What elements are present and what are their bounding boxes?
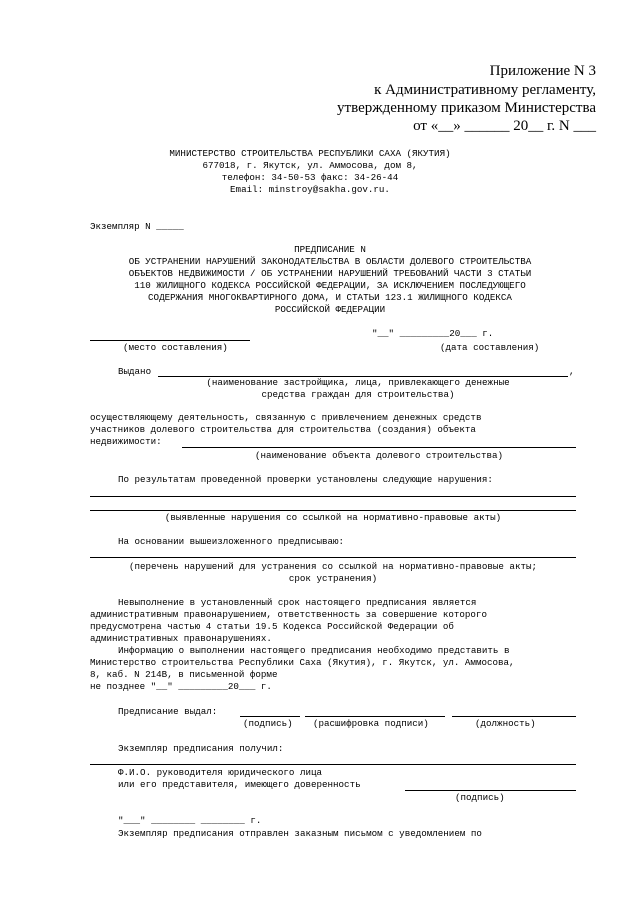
receiver-sign-caption: (подпись) [455, 792, 505, 803]
issuer-position-line [452, 716, 576, 717]
activity-line-3: недвижимости: [90, 436, 162, 447]
order-caption-1: (перечень нарушений для устранения со ссылкой на нормативно-правовые акты; [129, 561, 537, 572]
ministry-phones: телефон: 34-50-53 факс: 34-26-44 [221, 172, 399, 183]
issuer-position-caption: (должность) [475, 718, 536, 729]
ministry-address: 677018, г. Якутск, ул. Аммосова, дом 8, [202, 160, 418, 171]
issuer-sign-caption: (подпись) [243, 718, 293, 729]
title-line-5: СОДЕРЖАНИЯ МНОГОКВАРТИРНОГО ДОМА, И СТАТЬИ 123.1 ЖИЛИЩНОГО КОДЕКСА [148, 292, 512, 303]
violations-caption: (выявленные нарушения со ссылкой на нормативно-правовые акты) [164, 512, 502, 523]
liability-line-1: Невыполнение в установленный срок настоящего предписания является [118, 597, 477, 608]
title-line-3: ОБЪЕКТОВ НЕДВИЖИМОСТИ / ОБ УСТРАНЕНИИ НАРУШЕНИЙ ТРЕБОВАНИЙ ЧАСТИ 3 СТАТЬИ [128, 268, 532, 279]
liability-line-3: предусмотрена частью 4 статьи 19.5 Кодекса Российской Федерации об [90, 621, 454, 632]
order-field-line [90, 557, 576, 558]
appendix-line-3: утвержденному приказом Министерства [337, 100, 596, 116]
report-line-3: 8, каб. N 214В, в письменной форме [90, 669, 278, 680]
order-intro: На основании вышеизложенного предписываю: [118, 536, 345, 547]
issued-caption-1: (наименование застройщика, лица, привлекающего денежные [206, 377, 510, 388]
violations-line-2 [90, 510, 576, 511]
copy-number: Экземпляр N _____ [90, 221, 184, 232]
title-line-4: 110 ЖИЛИЩНОГО КОДЕКСА РОССИЙСКОЙ ФЕДЕРАЦИИ, ЗА ИСКЛЮЧЕНИЕМ ПОСЛЕДУЮЩЕГО [134, 280, 526, 291]
issuer-name-line [305, 716, 445, 717]
activity-line-1: осуществляющему деятельность, связанную с привлечением денежных средств [90, 412, 482, 423]
liability-line-4: административных правонарушениях. [90, 633, 272, 644]
ministry-email: Email: minstroy@sakha.gov.ru. [230, 184, 390, 195]
place-field-line [90, 340, 250, 341]
title-line-2: ОБ УСТРАНЕНИИ НАРУШЕНИЙ ЗАКОНОДАТЕЛЬСТВА В ОБЛАСТИ ДОЛЕВОГО СТРОИТЕЛЬСТВА [128, 256, 532, 267]
appendix-line-2: к Административному регламенту, [374, 82, 596, 98]
ministry-name: МИНИСТЕРСТВО СТРОИТЕЛЬСТВА РЕСПУБЛИКИ САХА (ЯКУТИЯ) [169, 148, 451, 159]
violations-intro: По результатам проведенной проверки установлены следующие нарушения: [118, 474, 493, 485]
title-line-6: РОССИЙСКОЙ ФЕДЕРАЦИИ [274, 304, 386, 315]
appendix-line-4: от «__» ______ 20__ г. N ___ [413, 118, 596, 134]
issuer-sign-line [240, 716, 300, 717]
issuer-name-caption: (расшифровка подписи) [313, 718, 429, 729]
receiver-line-2: или его представителя, имеющего доверенность [118, 779, 361, 790]
report-deadline: не позднее "__" _________20___ г. [90, 681, 272, 692]
order-caption-2: срок устранения) [288, 573, 378, 584]
report-line-1: Информацию о выполнении настоящего предписания необходимо представить в [118, 645, 510, 656]
issued-comma: , [569, 366, 575, 377]
title-line-1: ПРЕДПИСАНИЕ N [294, 244, 366, 255]
issued-label: Выдано [118, 366, 152, 377]
receiver-line-1: Ф.И.О. руководителя юридического лица [118, 767, 322, 778]
mail-note: Экземпляр предписания отправлен заказным письмом с уведомлением по [118, 828, 482, 839]
violations-line-1 [90, 496, 576, 497]
issuer-label: Предписание выдал: [118, 706, 218, 717]
liability-line-2: административным правонарушением, ответственность за совершение которого [90, 609, 487, 620]
report-line-2: Министерство строительства Республики Саха (Якутия), г. Якутск, ул. Аммосова, [90, 657, 515, 668]
date-field: "__" _________20___ г. [372, 328, 494, 339]
place-caption: (место составления) [123, 342, 228, 353]
receiver-label: Экземпляр предписания получил: [118, 743, 284, 754]
object-caption: (наименование объекта долевого строительства) [254, 450, 504, 461]
final-date: "___" ________ ________ г. [118, 815, 262, 826]
object-field-line [182, 447, 576, 448]
receiver-sign-line [405, 790, 576, 791]
receiver-field-line [90, 764, 576, 765]
activity-line-2: участников долевого строительства для строительства (создания) объекта [90, 424, 476, 435]
issued-caption-2: средства граждан для строительства) [261, 389, 455, 400]
date-caption: (дата составления) [440, 342, 540, 353]
appendix-line-1: Приложение N 3 [489, 63, 596, 79]
